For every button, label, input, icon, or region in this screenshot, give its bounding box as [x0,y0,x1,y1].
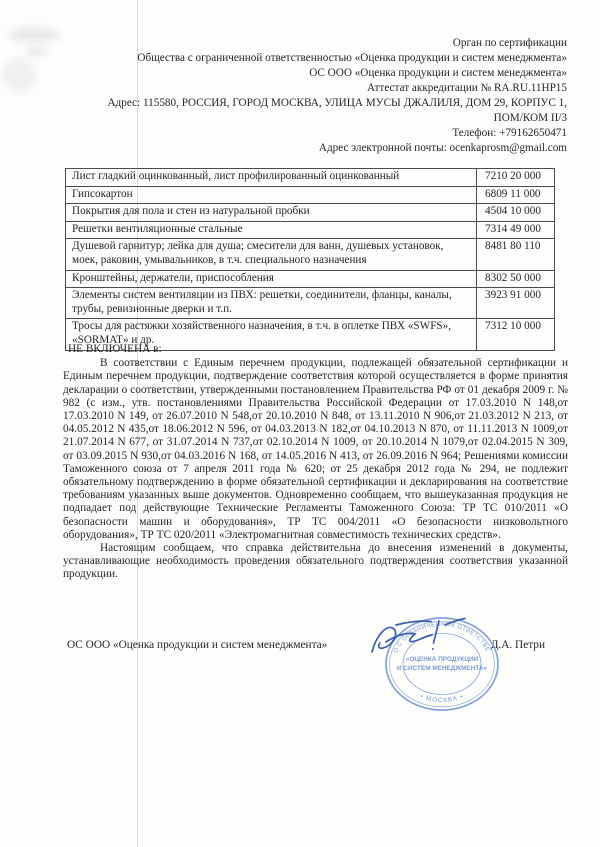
product-codes-table [65,168,555,351]
product-name-cell: Тросы для растяжки хозяйственного назначения, в т.ч. в оплетке ПВХ «SWFS», «SORMAT» и др. [66,319,477,350]
letterhead-line: Телефон: +79162650471 [452,127,567,139]
letterhead [22,36,567,156]
product-code-cell: 7314 49 000 [477,221,555,239]
signing-organization: ОС ООО «Оценка продукции и систем менеджмента» [67,639,328,651]
stamp-inner-ring [403,634,481,695]
table-row [66,221,555,239]
product-code-cell: 3923 91 000 [477,288,555,319]
product-code-cell: 8481 80 110 [477,239,555,270]
stamp-center-line-1: «ОЦЕНКА ПРОДУКЦИИ [405,656,479,663]
letterhead-line: Адрес электронной почты: ocenkaprosm@gmail.com [318,142,567,154]
letterhead-line: Адрес: 115580, РОССИЯ, ГОРОД МОСКВА, УЛИЦА МУСЫ ДЖАЛИЛЯ, ДОМ 29, КОРПУС 1, [107,97,567,109]
letterhead-line: ОС ООО «Оценка продукции и систем менеджмента» [309,67,567,79]
stamp-ring-bottom-text: • МОСКВА • [419,693,465,705]
product-code-cell: 6809 11 000 [477,186,555,204]
product-name-cell: Решетки вентиляционные стальные [66,221,477,239]
regulations-paragraph: В соответствии с Единым перечнем продукции, подлежащей обязательной сертификации и Единым перечнем продукции, подтверждение соответствия которой осуществляется в форме принятия декларации о соответствии, утвержденными постановлением Правительства РФ от 01 декабря 2009 г. № 982 (с изм., утв. постановлениями Правительства Российской Федерации от 17.03.2010 N 148,от 17.03.2010 N 149, от 26.07.2010 N 548,от 20.10.2010 N 848, от 13.11.2010 N 906,от 21.03.2012 N 213, от 04.05.2012 N 435,от 18.06.2012 N 596, от 04.03.2013 N 182,от 04.10.2013 N 870, от 11.11.2013 N 1009,от 21.07.2014 N 677, от 31.07.2014 N 737,от 02.10.2014 N 1009, от 20.10.2014 N 1079,от 02.04.2015 N 309, от 03.09.2015 N 930,от 04.03.2016 N 168, от 14.05.2016 N 413, от 26.09.2016 N 964; Решениями комиссии Таможенного союза от 7 апреля 2011 года № 620; от 25 декабря 2012 года № 294, не подлежит обязательному подтверждению в форме обязательной сертификации и декларирования на соответствие требованиям указанных выше документов. Одновременно сообщаем, что вышеуказанная продукция не подпадает под действующие Технические Регламенты Таможенного Союза: ТР ТС 010/2011 «О безопасности машин и оборудования», ТР ТС 004/2011 «О безопасности низковольтного оборудования», ТР ТС 020/2011 «Электромагнитная совместимость технических средств». [63,357,568,541]
table-row [66,186,555,204]
letterhead-line: Общества с ограниченной ответственностью «Оценка продукции и систем менеджмента» [137,52,567,64]
validity-paragraph: Настоящим сообщаем, что справка действительна до внесения изменений в документы, устанавливающие необходимость проведения обязательного подтверждения соответствия указанной продукции. [63,542,568,581]
signer-name: Д.А. Петри [490,639,545,651]
product-name-cell: Душевой гарнитур; лейка для душа; смесители для ванн, душевых установок, моек, раковин, умывальников, в т.ч. специального назначения [66,239,477,270]
table-row [66,270,555,288]
round-stamp [363,604,498,710]
product-name-cell: Кронштейны, держатели, приспособления [66,270,477,288]
product-name-cell: Покрытия для пола и стен из натуральной пробки [66,204,477,222]
stamp-ring-top-text: ОБЩЕСТВО С ОГРАНИЧЕННОЙ ОТВЕТСТВЕННОСТЬЮ [362,604,491,655]
product-code-cell: 8302 50 000 [477,270,555,288]
product-code-cell: 7210 20 000 [477,169,555,187]
table-row [66,204,555,222]
table-row [66,239,555,270]
letterhead-line: Орган по сертификации [452,37,567,49]
not-included-label: НЕ ВКЛЮЧЕНА в: [68,343,162,355]
body-text-block [63,343,568,582]
table-row [66,169,555,187]
letterhead-line: ПОМ/КОМ II/3 [493,112,567,124]
product-name-cell: Лист гладкий оцинкованный, лист профилированный оцинкованный [66,169,477,187]
product-code-cell: 4504 10 000 [477,204,555,222]
stamp-center-line-2: И СИСТЕМ МЕНЕДЖМЕНТА» [397,665,487,672]
product-name-cell: Гипсокартон [66,186,477,204]
letterhead-line: Аттестат аккредитации № RA.RU.11НР15 [367,82,567,94]
product-name-cell: Элементы систем вентиляции из ПВХ: решетки, соединители, фланцы, каналы, трубы, ревизионные дверки и т.п. [66,288,477,319]
stamp-and-signature [362,604,506,720]
table-row [66,288,555,319]
product-code-cell: 7312 10 000 [477,319,555,350]
